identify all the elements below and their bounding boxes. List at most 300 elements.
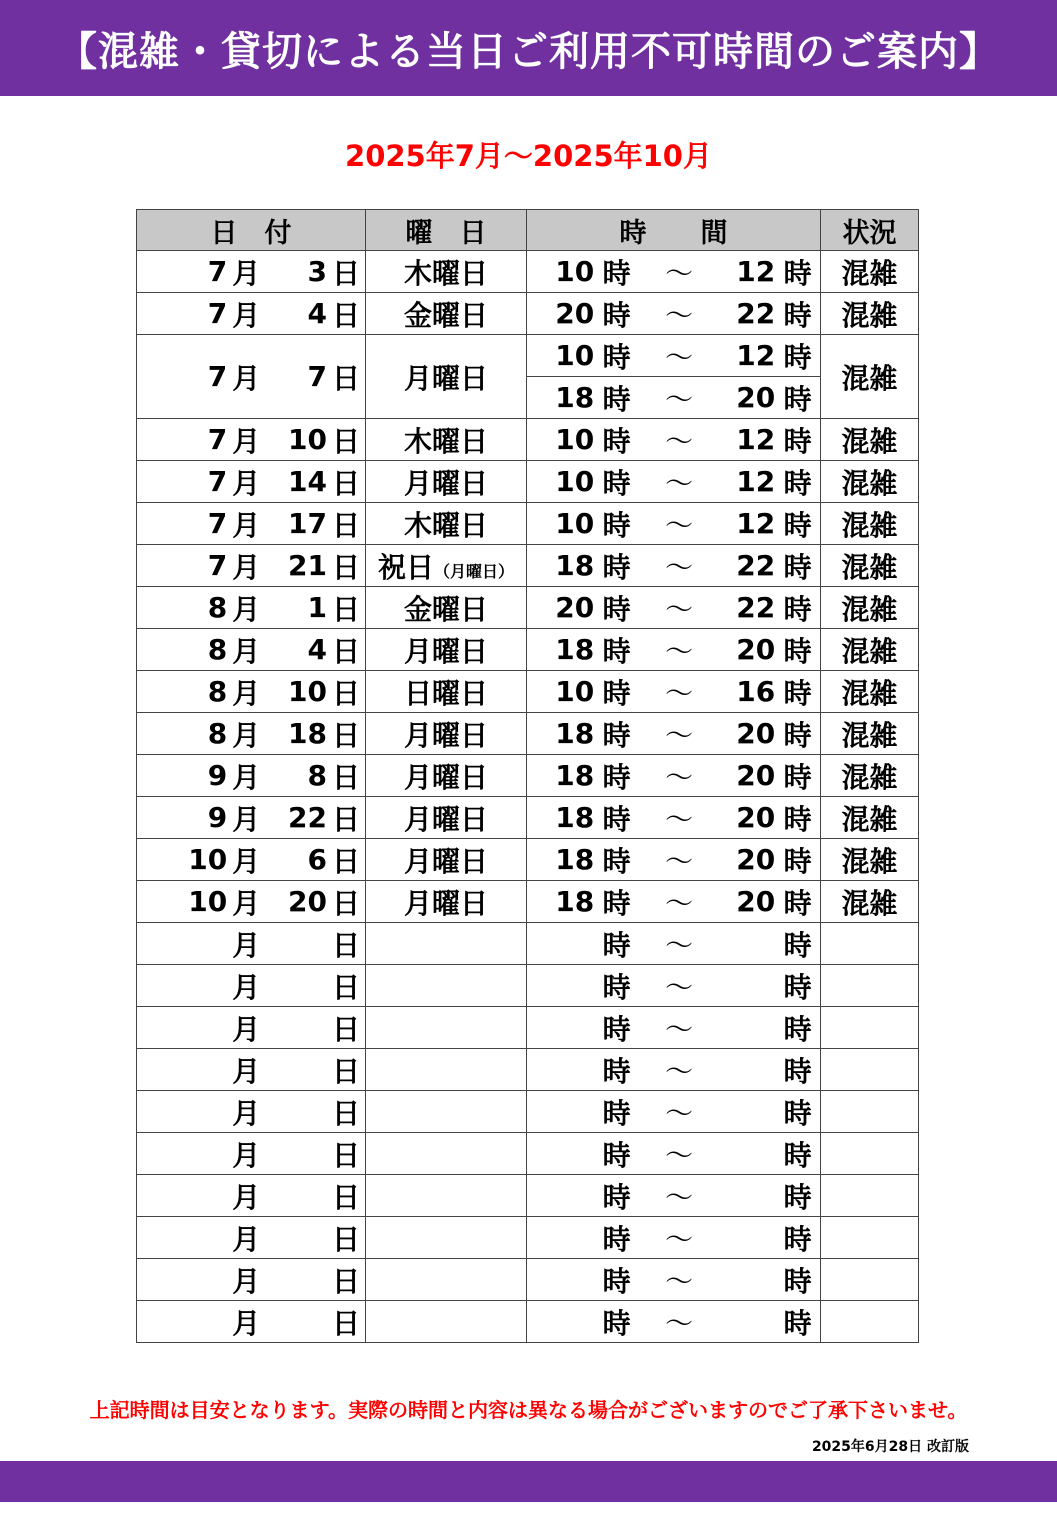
status-cell: 混雑 [821, 251, 919, 293]
day-unit: 日 [331, 760, 360, 794]
month-unit: 月 [232, 1264, 261, 1298]
time-cell [527, 251, 820, 292]
weekday-cell [366, 713, 527, 755]
hour-unit: 時 [602, 298, 631, 332]
tilde-separator: ～ [665, 298, 694, 332]
tilde-separator: ～ [665, 676, 694, 710]
hour-unit: 時 [783, 256, 812, 290]
tilde-separator: ～ [665, 718, 694, 752]
weekday-cell [366, 629, 527, 671]
weekday-note: （月曜日） [434, 561, 515, 581]
table-row [137, 293, 919, 335]
day-unit: 日 [331, 1180, 360, 1214]
day-unit: 日 [331, 886, 360, 920]
tilde-separator: ～ [665, 634, 694, 668]
end-hour: 20 [736, 381, 776, 414]
end-hour: 20 [736, 843, 776, 876]
day-unit: 日 [331, 550, 360, 584]
hour-unit: 時 [783, 298, 812, 332]
month-unit: 月 [232, 1180, 261, 1214]
hour-unit: 時 [783, 1096, 812, 1130]
blank-row [137, 923, 919, 965]
blank-row [137, 1175, 919, 1217]
weekday-label: 木曜日 [403, 424, 488, 458]
day-unit: 日 [331, 676, 360, 710]
end-hour: 16 [736, 675, 776, 708]
time-cell [527, 377, 820, 418]
weekday-label: 月曜日 [403, 361, 488, 395]
table-row [137, 755, 919, 797]
month-value: 9 [207, 759, 228, 792]
date-cell [137, 251, 365, 292]
status-cell: 混雑 [821, 461, 919, 503]
hour-unit: 時 [602, 466, 631, 500]
tilde-separator: ～ [665, 760, 694, 794]
day-unit: 日 [331, 1222, 360, 1256]
status-cell: 混雑 [821, 587, 919, 629]
blank-row [137, 1049, 919, 1091]
time-cell [527, 293, 820, 334]
start-hour: 18 [555, 633, 595, 666]
tilde-separator: ～ [665, 1222, 694, 1256]
month-unit: 月 [232, 508, 261, 542]
status-cell: 混雑 [821, 545, 919, 587]
table-header-row [137, 210, 919, 251]
end-hour: 20 [736, 885, 776, 918]
status-cell: 混雑 [821, 419, 919, 461]
hour-unit: 時 [783, 634, 812, 668]
title-banner [0, 0, 1057, 96]
day-value: 3 [307, 255, 327, 288]
weekday-cell [366, 335, 527, 419]
hour-unit: 時 [783, 718, 812, 752]
month-unit: 月 [232, 802, 261, 836]
hour-unit: 時 [783, 676, 812, 710]
month-unit: 月 [232, 550, 261, 584]
month-unit: 月 [232, 1054, 261, 1088]
table-row [137, 335, 919, 377]
tilde-separator: ～ [665, 424, 694, 458]
day-unit: 日 [331, 844, 360, 878]
tilde-separator: ～ [665, 256, 694, 290]
time-cell [527, 1049, 820, 1090]
status-cell [821, 1049, 919, 1091]
hour-unit: 時 [602, 550, 631, 584]
hour-unit: 時 [783, 340, 812, 374]
table-row [137, 881, 919, 923]
status-cell: 混雑 [821, 713, 919, 755]
month-unit: 月 [232, 1306, 261, 1340]
tilde-separator: ～ [665, 970, 694, 1004]
date-cell [137, 755, 365, 796]
date-cell [137, 713, 365, 754]
tilde-separator: ～ [665, 1012, 694, 1046]
start-hour: 10 [555, 255, 595, 288]
weekday-label: 木曜日 [403, 256, 488, 290]
hour-unit: 時 [783, 1264, 812, 1298]
time-cell [527, 839, 820, 880]
table-row [137, 251, 919, 293]
day-unit: 日 [331, 970, 360, 1004]
status-cell: 混雑 [821, 629, 919, 671]
day-unit: 日 [331, 634, 360, 668]
hour-unit: 時 [783, 928, 812, 962]
date-cell [137, 1091, 365, 1132]
start-hour: 10 [555, 675, 595, 708]
tilde-separator: ～ [665, 928, 694, 962]
table-row [137, 671, 919, 713]
hour-unit: 時 [602, 1096, 631, 1130]
date-cell [137, 671, 365, 712]
month-unit: 月 [232, 256, 261, 290]
period-heading: 2025年7月～2025年10月 [345, 139, 712, 173]
day-unit: 日 [331, 592, 360, 626]
hour-unit: 時 [602, 382, 631, 416]
day-unit: 日 [331, 1012, 360, 1046]
month-value: 7 [207, 423, 228, 456]
table-row [137, 503, 919, 545]
weekday-label: 金曜日 [403, 298, 488, 332]
day-unit: 日 [331, 1264, 360, 1298]
day-value: 8 [307, 759, 327, 792]
end-hour: 20 [736, 759, 776, 792]
month-unit: 月 [232, 760, 261, 794]
schedule-body [137, 251, 919, 1343]
hour-unit: 時 [602, 676, 631, 710]
date-cell [137, 923, 365, 964]
tilde-separator: ～ [665, 592, 694, 626]
time-cell [527, 923, 820, 964]
day-unit: 日 [331, 928, 360, 962]
status-cell [821, 1091, 919, 1133]
page-title: 【混雑・貸切による当日ご利用不可時間のご案内】 [57, 28, 1000, 75]
blank-row [137, 1259, 919, 1301]
month-unit: 月 [232, 676, 261, 710]
weekday-cell [366, 503, 527, 545]
blank-row [137, 965, 919, 1007]
weekday-cell [366, 1091, 527, 1133]
hour-unit: 時 [783, 1054, 812, 1088]
weekday-cell [366, 1007, 527, 1049]
weekday-cell [366, 545, 527, 587]
notice-text: 上記時間は目安となります。実際の時間と内容は異なる場合がございますのでご了承下さいませ。 [89, 1398, 968, 1422]
day-value: 14 [288, 465, 327, 498]
weekday-label: 月曜日 [403, 466, 488, 500]
weekday-label: 日曜日 [403, 676, 488, 710]
date-cell [137, 965, 365, 1006]
tilde-separator: ～ [665, 1180, 694, 1214]
month-unit: 月 [232, 592, 261, 626]
month-value: 8 [207, 675, 228, 708]
month-unit: 月 [232, 424, 261, 458]
tilde-separator: ～ [665, 802, 694, 836]
month-value: 7 [207, 549, 228, 582]
month-value: 7 [207, 255, 228, 288]
status-cell: 混雑 [821, 671, 919, 713]
start-hour: 10 [555, 507, 595, 540]
hour-unit: 時 [783, 1012, 812, 1046]
day-unit: 日 [331, 361, 360, 395]
end-hour: 22 [736, 549, 776, 582]
status-cell [821, 1007, 919, 1049]
day-unit: 日 [331, 802, 360, 836]
tilde-separator: ～ [665, 382, 694, 416]
weekday-label: 月曜日 [403, 844, 488, 878]
start-hour: 20 [555, 591, 595, 624]
weekday-cell [366, 1259, 527, 1301]
hour-unit: 時 [602, 886, 631, 920]
time-cell [527, 503, 820, 544]
end-hour: 12 [736, 423, 776, 456]
time-cell [527, 671, 820, 712]
weekday-label: 月曜日 [403, 634, 488, 668]
table-row [137, 461, 919, 503]
hour-unit: 時 [602, 928, 631, 962]
start-hour: 18 [555, 381, 595, 414]
day-unit: 日 [331, 466, 360, 500]
start-hour: 18 [555, 759, 595, 792]
hour-unit: 時 [783, 1138, 812, 1172]
blank-row [137, 1133, 919, 1175]
tilde-separator: ～ [665, 1054, 694, 1088]
date-cell [137, 1259, 365, 1300]
month-unit: 月 [232, 1222, 261, 1256]
status-cell [821, 1259, 919, 1301]
date-cell [137, 797, 365, 838]
time-cell [527, 545, 820, 586]
start-hour: 18 [555, 717, 595, 750]
weekday-cell [366, 1301, 527, 1343]
date-cell [137, 587, 365, 628]
table-row [137, 713, 919, 755]
status-cell [821, 1301, 919, 1343]
hour-unit: 時 [783, 550, 812, 584]
day-value: 4 [307, 297, 327, 330]
tilde-separator: ～ [665, 550, 694, 584]
weekday-cell [366, 419, 527, 461]
day-value: 17 [288, 507, 327, 540]
date-cell [137, 1301, 365, 1342]
date-cell [137, 461, 365, 502]
time-cell [527, 1175, 820, 1216]
status-cell: 混雑 [821, 881, 919, 923]
weekday-label: 金曜日 [403, 592, 488, 626]
day-unit: 日 [331, 1306, 360, 1340]
blank-row [137, 1301, 919, 1343]
month-unit: 月 [232, 886, 261, 920]
day-unit: 日 [331, 298, 360, 332]
weekday-cell [366, 461, 527, 503]
end-hour: 20 [736, 801, 776, 834]
time-cell [527, 881, 820, 922]
hour-unit: 時 [602, 844, 631, 878]
start-hour: 18 [555, 801, 595, 834]
weekday-cell [366, 293, 527, 335]
time-cell [527, 1007, 820, 1048]
status-cell: 混雑 [821, 839, 919, 881]
table-row [137, 797, 919, 839]
month-unit: 月 [232, 361, 261, 395]
weekday-label: 月曜日 [403, 760, 488, 794]
end-hour: 20 [736, 717, 776, 750]
weekday-cell [366, 881, 527, 923]
tilde-separator: ～ [665, 1264, 694, 1298]
month-unit: 月 [232, 466, 261, 500]
weekday-label: 木曜日 [403, 508, 488, 542]
time-cell [527, 1259, 820, 1300]
month-value: 7 [207, 360, 228, 393]
time-cell [527, 965, 820, 1006]
hour-unit: 時 [602, 1138, 631, 1172]
day-unit: 日 [331, 1054, 360, 1088]
day-value: 21 [288, 549, 327, 582]
hour-unit: 時 [602, 424, 631, 458]
tilde-separator: ～ [665, 466, 694, 500]
hour-unit: 時 [602, 802, 631, 836]
month-unit: 月 [232, 718, 261, 752]
date-cell [137, 1175, 365, 1216]
table-row [137, 629, 919, 671]
tilde-separator: ～ [665, 1138, 694, 1172]
hour-unit: 時 [783, 802, 812, 836]
date-cell [137, 419, 365, 460]
time-cell [527, 1133, 820, 1174]
weekday-cell [366, 1049, 527, 1091]
weekday-label: 祝日 [377, 550, 434, 584]
month-unit: 月 [232, 298, 261, 332]
weekday-cell [366, 755, 527, 797]
header-status: 状況 [821, 210, 919, 251]
month-unit: 月 [232, 1138, 261, 1172]
status-cell: 混雑 [821, 797, 919, 839]
hour-unit: 時 [602, 718, 631, 752]
day-unit: 日 [331, 256, 360, 290]
date-cell [137, 503, 365, 544]
hour-unit: 時 [602, 508, 631, 542]
weekday-label: 月曜日 [403, 802, 488, 836]
month-value: 10 [188, 843, 228, 876]
hour-unit: 時 [602, 1012, 631, 1046]
weekday-cell [366, 797, 527, 839]
month-value: 8 [207, 633, 228, 666]
date-cell [137, 629, 365, 670]
tilde-separator: ～ [665, 844, 694, 878]
blank-row [137, 1217, 919, 1259]
time-cell [527, 713, 820, 754]
month-unit: 月 [232, 970, 261, 1004]
status-cell [821, 1133, 919, 1175]
date-cell [137, 881, 365, 922]
month-unit: 月 [232, 928, 261, 962]
start-hour: 10 [555, 339, 595, 372]
schedule-table [136, 209, 919, 1343]
table-row [137, 545, 919, 587]
status-cell [821, 965, 919, 1007]
day-unit: 日 [331, 508, 360, 542]
time-cell [527, 629, 820, 670]
month-unit: 月 [232, 1096, 261, 1130]
header-date: 日 付 [137, 210, 366, 251]
tilde-separator: ～ [665, 886, 694, 920]
hour-unit: 時 [602, 256, 631, 290]
hour-unit: 時 [783, 1222, 812, 1256]
weekday-cell [366, 251, 527, 293]
day-value: 6 [307, 843, 327, 876]
status-cell: 混雑 [821, 755, 919, 797]
month-value: 9 [207, 801, 228, 834]
start-hour: 10 [555, 423, 595, 456]
hour-unit: 時 [602, 1054, 631, 1088]
tilde-separator: ～ [665, 1096, 694, 1130]
month-value: 10 [188, 885, 228, 918]
start-hour: 18 [555, 843, 595, 876]
hour-unit: 時 [783, 1180, 812, 1214]
weekday-cell [366, 1133, 527, 1175]
weekday-cell [366, 1175, 527, 1217]
hour-unit: 時 [783, 424, 812, 458]
weekday-cell [366, 965, 527, 1007]
header-time: 時 間 [527, 210, 821, 251]
day-value: 18 [288, 717, 327, 750]
weekday-cell [366, 587, 527, 629]
hour-unit: 時 [602, 1222, 631, 1256]
end-hour: 22 [736, 591, 776, 624]
start-hour: 18 [555, 549, 595, 582]
bottom-bar [0, 1461, 1057, 1502]
status-cell: 混雑 [821, 293, 919, 335]
day-value: 7 [307, 360, 327, 393]
date-cell [137, 335, 365, 418]
day-value: 1 [307, 591, 327, 624]
table-row [137, 587, 919, 629]
tilde-separator: ～ [665, 340, 694, 374]
day-unit: 日 [331, 424, 360, 458]
hour-unit: 時 [783, 886, 812, 920]
date-cell [137, 839, 365, 880]
hour-unit: 時 [783, 382, 812, 416]
date-cell [137, 545, 365, 586]
time-cell [527, 587, 820, 628]
hour-unit: 時 [783, 466, 812, 500]
hour-unit: 時 [783, 760, 812, 794]
month-value: 7 [207, 465, 228, 498]
header-weekday: 曜 日 [366, 210, 527, 251]
time-cell [527, 461, 820, 502]
hour-unit: 時 [602, 1180, 631, 1214]
tilde-separator: ～ [665, 508, 694, 542]
status-cell [821, 923, 919, 965]
weekday-label: 月曜日 [403, 886, 488, 920]
hour-unit: 時 [602, 1264, 631, 1298]
start-hour: 18 [555, 885, 595, 918]
time-cell [527, 419, 820, 460]
month-unit: 月 [232, 1012, 261, 1046]
date-cell [137, 1049, 365, 1090]
weekday-cell [366, 671, 527, 713]
day-value: 10 [288, 675, 327, 708]
hour-unit: 時 [783, 592, 812, 626]
hour-unit: 時 [783, 1306, 812, 1340]
date-cell [137, 1007, 365, 1048]
hour-unit: 時 [783, 844, 812, 878]
status-cell [821, 1175, 919, 1217]
start-hour: 20 [555, 297, 595, 330]
month-value: 8 [207, 591, 228, 624]
status-cell [821, 1217, 919, 1259]
hour-unit: 時 [783, 508, 812, 542]
end-hour: 12 [736, 507, 776, 540]
date-cell [137, 293, 365, 334]
